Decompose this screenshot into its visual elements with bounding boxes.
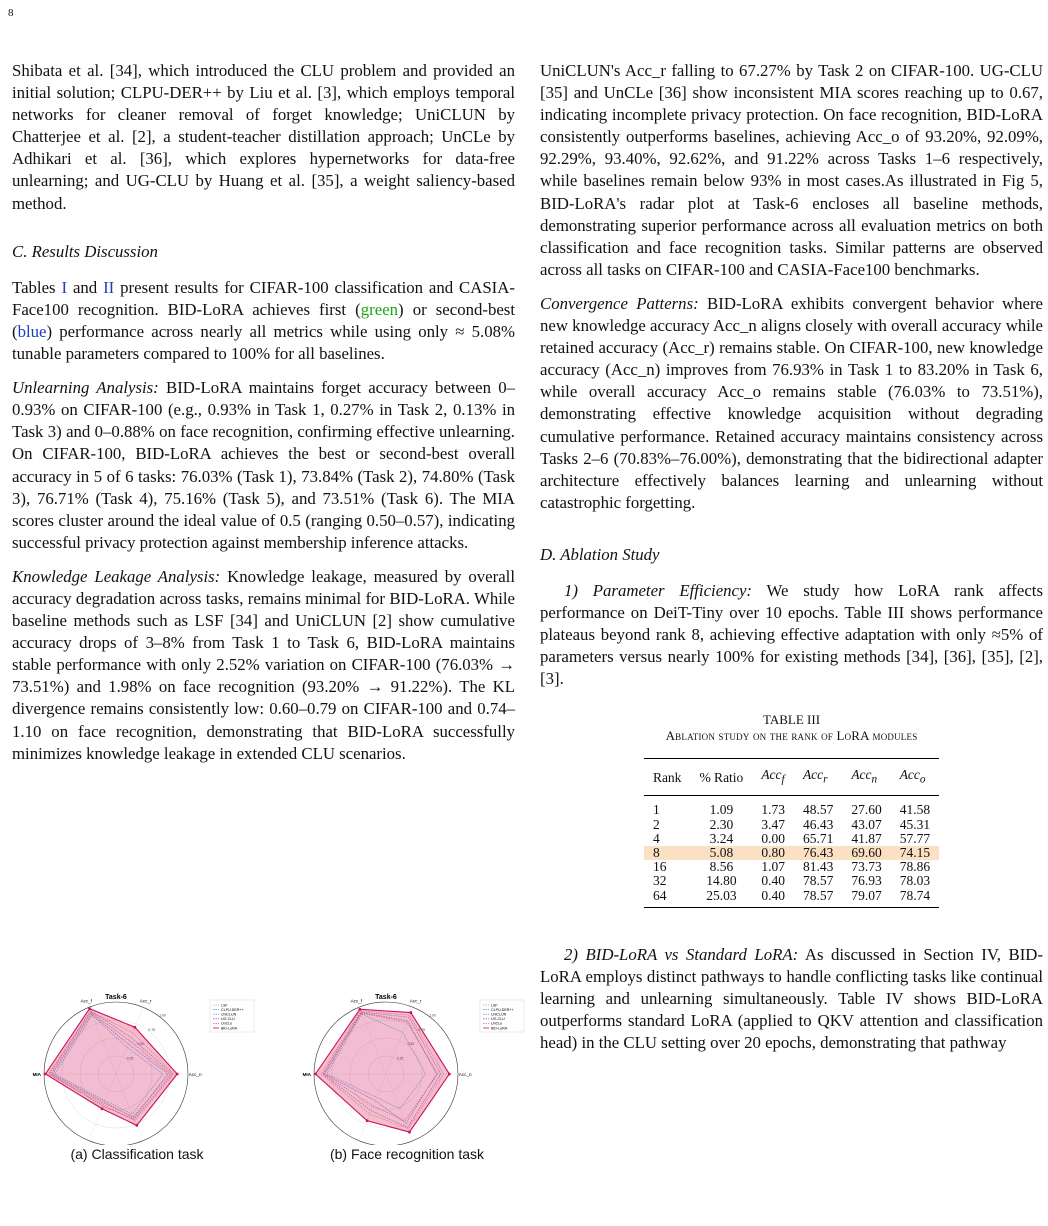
radar-axis-label: Acc_r xyxy=(409,998,422,1004)
table-cell: 76.43 xyxy=(794,846,842,860)
table-cell: 16 xyxy=(652,859,667,875)
table-cell: 48.57 xyxy=(802,802,834,818)
blue-label: blue xyxy=(17,321,47,341)
table-cell: 8 xyxy=(644,846,691,860)
radar-ring-label: 1.00 xyxy=(429,1013,436,1018)
table-cell: 3.24 xyxy=(709,830,734,846)
radar-figure-face xyxy=(282,990,532,1162)
legend-entry: UG-CLU xyxy=(491,1017,505,1022)
table-cell: 5.08 xyxy=(690,846,752,860)
table-cell: 0.80 xyxy=(752,846,794,860)
knowledge-leakage-paragraph: Knowledge Leakage Analysis: Knowledge leakage, measured by overall accuracy degradation across tasks, remains minimal for BID-LoRA. While baseline methods such as LSF [34] and UniCLUN [2] show cumulative accuracy drops of 3–8% from Task 1 to Task 6, BID-LoRA maintains stable performance with only 2.52% variation on CIFAR-100 (76.03% → 73.51%) and 1.98% on face recognition (93.20% → 91.22%). The KL divergence remains consistently low: 0.60–0.79 on CIFAR-100 and 0.74–1.10 on face recognition, demonstrating that BID-LoRA successfully minimizes knowledge leakage in extended CLU scenarios. xyxy=(12,566,515,763)
table-header: Rank xyxy=(652,769,682,785)
radar-point xyxy=(409,1011,412,1014)
legend-entry: UnCLe xyxy=(221,1021,233,1026)
radar-chart-face xyxy=(282,990,532,1145)
legend-entry: BID-LoRA xyxy=(221,1026,238,1031)
radar-point xyxy=(88,1007,91,1010)
radar-ring-label: 1.00 xyxy=(159,1013,166,1018)
radar-axis-label: Acc_f xyxy=(350,998,363,1004)
table-row xyxy=(644,889,939,908)
radar-axis-label: Acc_r xyxy=(139,998,152,1004)
table-cell: 43.07 xyxy=(851,816,882,832)
table-cell: 0.40 xyxy=(761,873,785,889)
table-row xyxy=(644,818,939,832)
table-cell: 65.71 xyxy=(802,830,834,846)
table-iii-label: TABLE III xyxy=(762,712,821,728)
radar-point xyxy=(448,1073,451,1076)
legend-entry: UniCLUN xyxy=(491,1012,507,1017)
legend-entry: UniCLUN xyxy=(221,1012,237,1017)
table-cell: 78.57 xyxy=(802,887,834,903)
table-cell: 81.43 xyxy=(802,859,834,875)
table-cell: 79.07 xyxy=(851,887,882,903)
radar-point xyxy=(135,1124,138,1127)
radar-point xyxy=(176,1073,179,1076)
table-header: Acc$_o$ xyxy=(899,767,926,787)
radar-axis-label: Acc_f xyxy=(80,998,93,1004)
radar-axis-label: MIA xyxy=(32,1072,42,1077)
radar-ring-label: 0.50 xyxy=(407,1042,415,1047)
radar-point xyxy=(408,1131,411,1134)
table-cell: 78.03 xyxy=(899,873,931,889)
table-i-link[interactable]: I xyxy=(61,277,68,297)
radar-ring-label: 0.25 xyxy=(126,1056,134,1061)
table-header: Acc$_r$ xyxy=(802,767,828,787)
radar-ring-label: 0.75 xyxy=(418,1027,426,1032)
table-row xyxy=(644,860,939,874)
table-cell: 46.43 xyxy=(802,816,834,832)
page-number: 8 xyxy=(8,7,14,19)
section-d-heading: D. Ablation Study xyxy=(540,544,660,564)
legend-entry: LSF xyxy=(221,1003,228,1008)
results-paragraph: Tables I and II present results for CIFAR-100 classification and CASIA-Face100 recognition. BID-LoRA achieves first (green) or second-best (blue) performance across nearly all metrics while using only ≈ 5.08% tunable parameters compared to 100% for all baselines. xyxy=(12,277,515,364)
table-cell: 0.40 xyxy=(761,887,785,903)
table-ii-link[interactable]: II xyxy=(103,277,115,297)
legend-entry: UnCLe xyxy=(491,1021,503,1026)
table-cell: 73.73 xyxy=(851,859,882,875)
right-column xyxy=(540,60,1043,1054)
table-cell: 69.60 xyxy=(842,846,890,860)
legend-entry: UG-CLU xyxy=(221,1017,235,1022)
table-cell: 4 xyxy=(652,830,660,846)
table-cell: 41.58 xyxy=(899,802,931,818)
radar-series-bid-lora xyxy=(45,1009,177,1126)
table-cell: 1.07 xyxy=(761,859,785,875)
table-iii-caption xyxy=(540,712,1043,744)
radar-series-bid-lora xyxy=(315,1009,449,1132)
radar-figure-classification xyxy=(12,990,262,1162)
section-c-heading: C. Results Discussion xyxy=(12,241,158,261)
table-cell: 14.80 xyxy=(706,873,737,889)
radar-ring-label: 0.25 xyxy=(396,1056,404,1061)
table-row xyxy=(644,832,939,846)
table-cell: 3.47 xyxy=(761,816,785,832)
legend-entry: BID-LoRA xyxy=(491,1026,508,1031)
left-column xyxy=(12,60,515,765)
green-label: green xyxy=(360,299,399,319)
radar-axis-label: MIA xyxy=(302,1072,312,1077)
table-cell: 8.56 xyxy=(709,859,734,875)
bid-vs-lora-paragraph: 2) BID-LoRA vs Standard LoRA: As discussed in Section IV, BID-LoRA employs distinct pathways to handle conflicting tasks like continual learning and unlearning simultaneously. Table IV shows BID-LoRA outperforms standard LoRA (applied to QKV attention and classification head) in the CLU setting over 20 epochs, demonstrating that pathway xyxy=(540,944,1043,1053)
table-cell: 78.57 xyxy=(802,873,834,889)
table-cell: 25.03 xyxy=(706,887,737,903)
radar-point xyxy=(366,1119,369,1122)
table-cell: 32 xyxy=(652,873,667,889)
radar-point xyxy=(44,1073,47,1076)
table-row xyxy=(644,874,939,888)
face-results-paragraph: UniCLUN's Acc_r falling to 67.27% by Task 2 on CIFAR-100. UG-CLU [35] and UnCLe [36] show inconsistent MIA scores reaching up to 0.67, indicating incomplete privacy protection. On face recognition, BID-LoRA consistently outperforms baselines, achieving Acc_o of 93.20%, 92.09%, 92.29%, 93.40%, 92.62%, and 91.22% across Tasks 1–6 respectively, while baselines remain below 93% in most cases.As illustrated in Fig 5, BID-LoRA's radar plot at Task-6 encloses all baseline methods, demonstrating superior performance across all evaluation metrics on both classification and face recognition tasks. Similar patterns are observed across all tasks on CIFAR-100 and CASIA-Face100 benchmarks. xyxy=(540,61,1043,279)
radar-figures xyxy=(12,990,515,1226)
table-row xyxy=(644,796,939,818)
table-cell: 27.60 xyxy=(851,802,882,818)
parameter-efficiency-paragraph: 1) Parameter Efficiency: We study how LoRA rank affects performance on DeiT-Tiny over 10 epochs. Table III shows performance plateaus beyond rank 8, achieving effective adaptation with only ≈5% of parameters versus nearly 100% for existing methods [34], [36], [35], [2], [3]. xyxy=(540,580,1043,689)
table-cell: 64 xyxy=(652,887,667,903)
table-cell: 41.87 xyxy=(851,830,882,846)
radar-point xyxy=(314,1073,317,1076)
table-cell: 0.00 xyxy=(761,830,785,846)
table-header: Acc$_n$ xyxy=(851,767,878,787)
table-iii-title: Ablation study on the rank of LoRA modules xyxy=(665,728,918,744)
table-cell: 1.73 xyxy=(761,802,785,818)
intro-paragraph: Shibata et al. [34], which introduced the CLU problem and provided an initial solution; CLPU-DER++ by Liu et al. [3], which employs temporal networks for cleaner removal of forget knowledge; UniCLUN by Chatterjee et al. [2], a student-teacher distillation approach; UnCLe by Adhikari et al. [36], which explores hypernetworks for data-free unlearning; and UG-CLU by Huang et al. [35], a weight saliency-based method. xyxy=(12,61,515,213)
table-cell: 2 xyxy=(652,816,660,832)
radar-ring-label: 0.50 xyxy=(137,1042,145,1047)
table-cell: 78.86 xyxy=(899,859,931,875)
legend-entry: LSF xyxy=(491,1003,498,1008)
table-cell: 45.31 xyxy=(899,816,931,832)
radar-chart-classification xyxy=(12,990,262,1145)
radar-axis-label: Acc_n xyxy=(188,1072,202,1077)
radar-point xyxy=(358,1008,361,1011)
table-cell: 1 xyxy=(652,802,660,818)
table-cell: 76.93 xyxy=(851,873,882,889)
radar-point xyxy=(101,1107,104,1110)
convergence-paragraph: Convergence Patterns: BID-LoRA exhibits convergent behavior where new knowledge accuracy Acc_n aligns closely with overall accuracy while retained accuracy (Acc_r) remains stable. On CIFAR-100, new knowledge accuracy (Acc_n) improves from 76.93% in Task 1 to 83.20% in Task 6, while overall accuracy Acc_o remains stable (76.03% to 73.51%), demonstrating effective knowledge acquisition without degrading cumulative performance. Retained accuracy maintains consistency across Tasks 2–6 (70.83%–76.00%), demonstrating that the bidirectional adapter architecture effectively balances learning and unlearning without catastrophic forgetting. xyxy=(540,293,1043,512)
radar-title: Task-6 xyxy=(375,994,397,1001)
unlearning-analysis-paragraph: Unlearning Analysis: BID-LoRA maintains forget accuracy between 0–0.93% on CIFAR-100 (e.g., 0.93% in Task 1, 0.27% in Task 2, 0.13% in Task 3) and 0–0.88% on face recognition, confirming effective unlearning. On CIFAR-100, BID-LoRA achieves the best or second-best overall accuracy in 5 of 6 tasks: 76.03% (Task 1), 73.84% (Task 2), 74.80% (Task 3), 76.71% (Task 4), 75.16% (Task 5), and 73.51% (Task 6). The MIA scores cluster around the ideal value of 0.5 (ranging 0.50–0.57), indicating successful privacy protection against membership inference attacks. xyxy=(12,378,515,552)
table-row xyxy=(644,846,939,860)
legend-entry: CLPU-DER++ xyxy=(491,1007,514,1012)
table-header: % Ratio xyxy=(699,769,744,785)
table-cell: 2.30 xyxy=(709,816,734,832)
radar-point xyxy=(133,1026,136,1029)
table-cell: 74.15 xyxy=(891,846,939,860)
radar-ring-label: 0.75 xyxy=(148,1027,156,1032)
table-cell: 57.77 xyxy=(899,830,931,846)
radar-axis-label: Acc_n xyxy=(458,1072,472,1077)
table-header: Acc$_f$ xyxy=(761,767,785,787)
ablation-table xyxy=(644,758,939,907)
table-cell: 1.09 xyxy=(709,802,734,818)
legend-entry: CLPU-DER++ xyxy=(221,1007,244,1012)
figure-caption-a: (a) Classification task xyxy=(70,1146,204,1162)
table-cell: 78.74 xyxy=(899,887,931,903)
radar-title: Task-6 xyxy=(105,994,127,1001)
figure-caption-b: (b) Face recognition task xyxy=(329,1146,485,1162)
